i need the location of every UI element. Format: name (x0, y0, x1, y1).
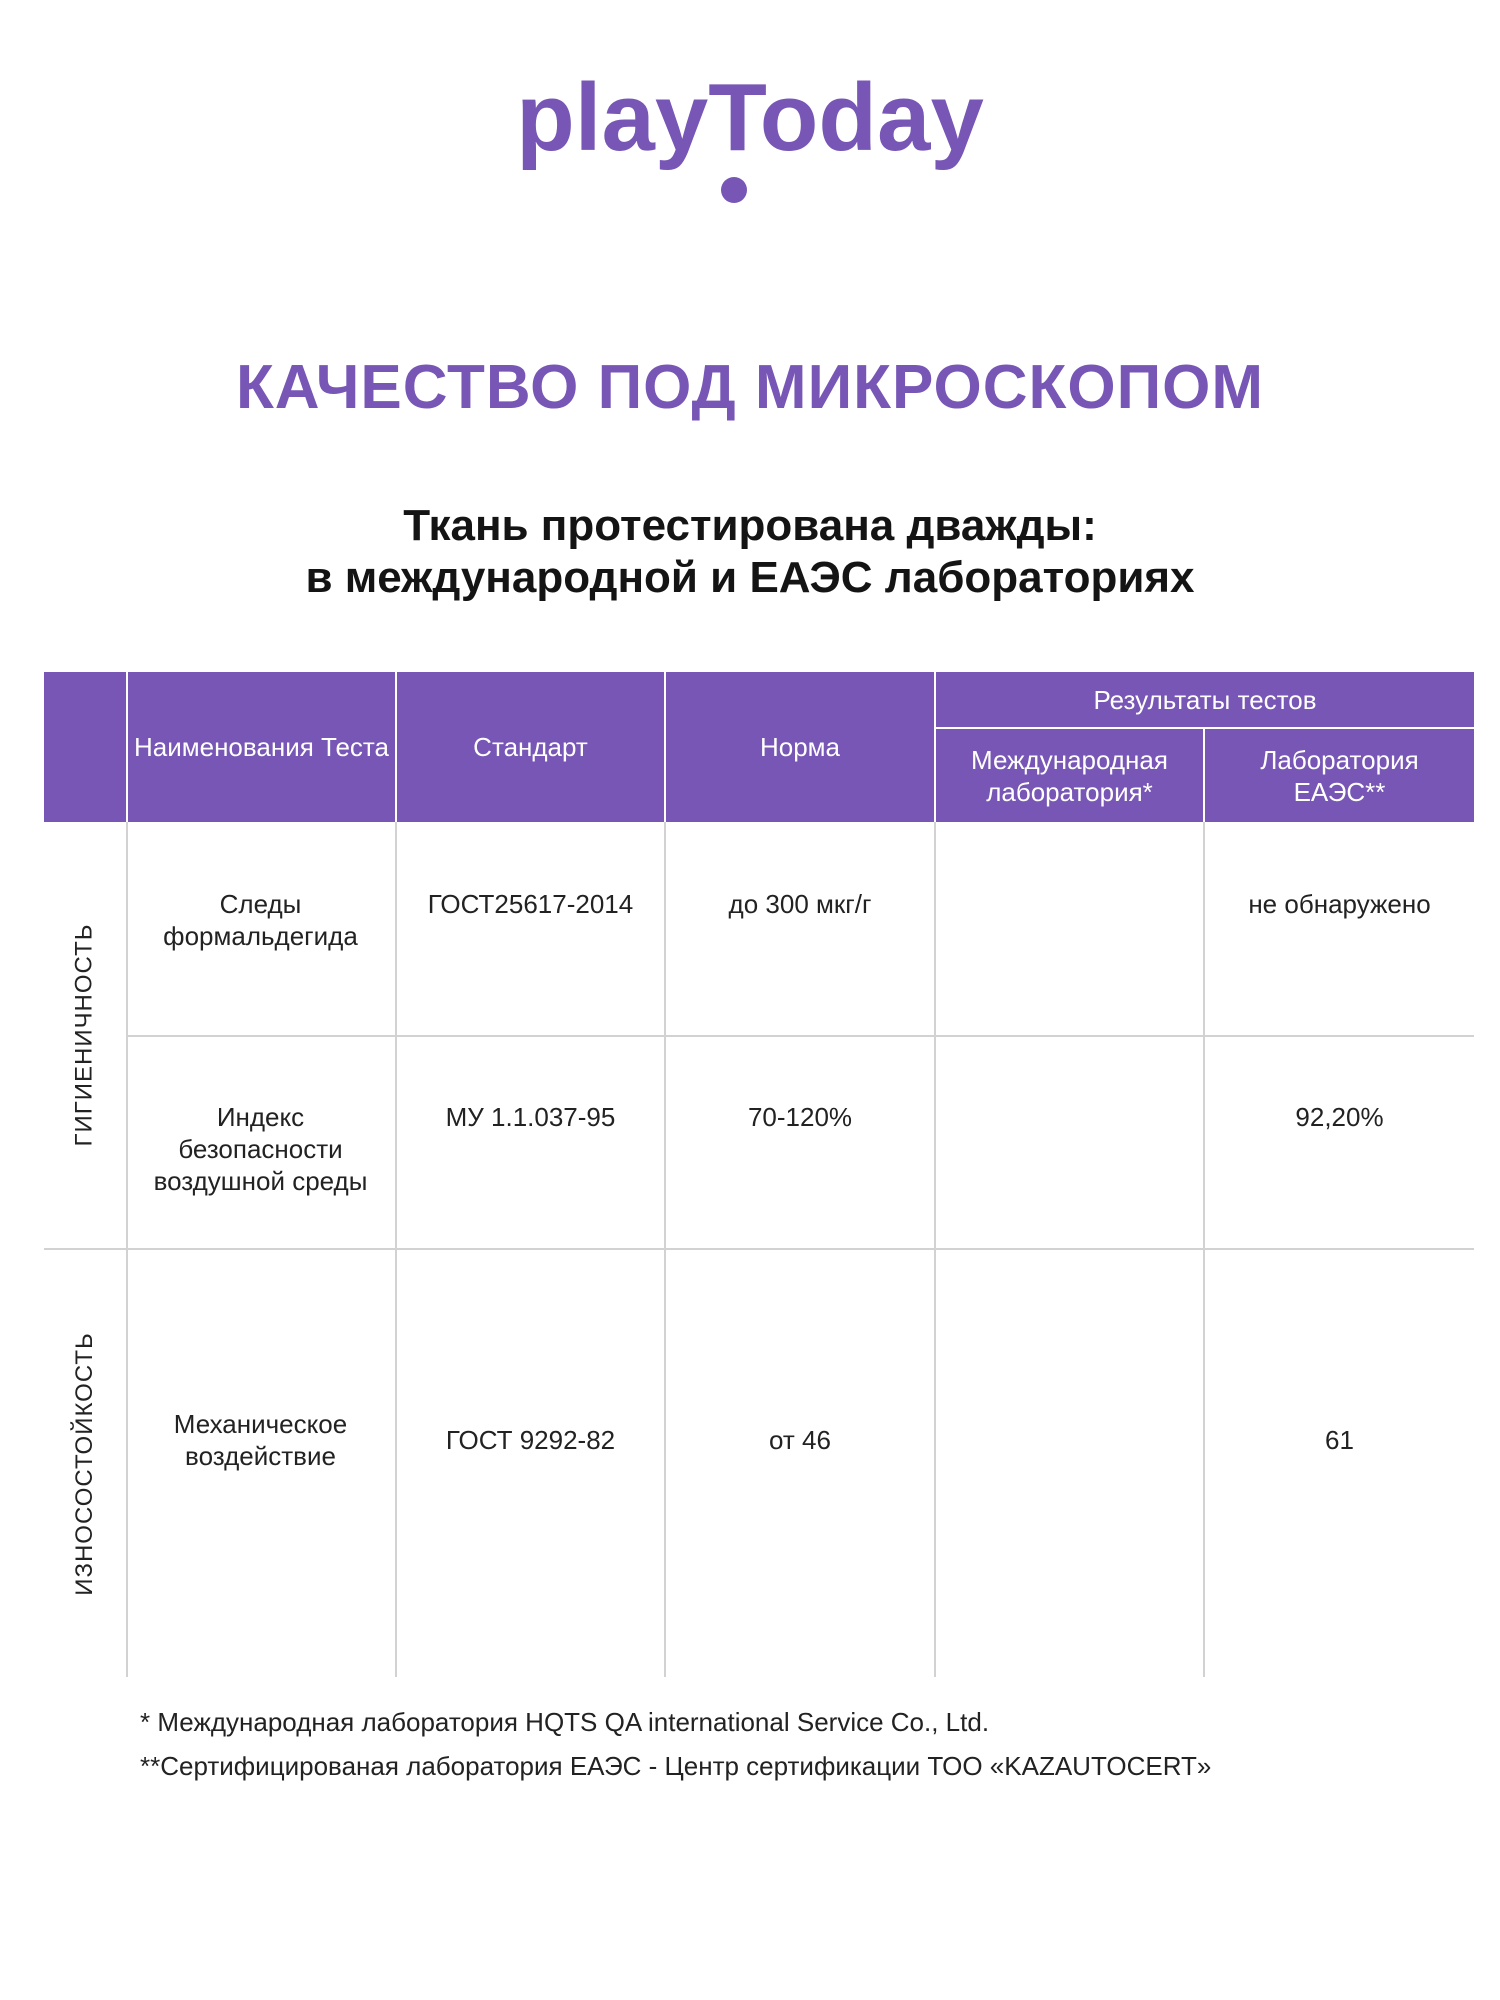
logo-wordmark: playToday (516, 80, 984, 171)
header-standard: Стандарт (473, 732, 588, 762)
row2-test-name: Индекс безопасности воздушной среды (153, 1102, 368, 1196)
footnotes (140, 1700, 1211, 1788)
row1-test-name: Следы формальдегида (163, 889, 358, 951)
subtitle-line-1: Ткань протестирована дважды: (403, 501, 1097, 550)
row3-test-name: Механическое воздействие (173, 1409, 348, 1471)
header-intl-lab: Международная лаборатория* (971, 744, 1168, 807)
header-eaeu-lab: Лаборатория ЕАЭС** (1260, 744, 1419, 807)
group-label-text: ИЗНОСОСТОЙКОСТЬ (71, 1331, 99, 1596)
row1-eaeu-result: не обнаружено (1248, 889, 1431, 919)
row3-eaeu-result: 61 (1325, 1425, 1354, 1455)
group-label-hygiene (44, 822, 126, 1248)
header-norm: Норма (759, 732, 841, 762)
footnote-eaeu: **Сертифицированая лаборатория ЕАЭС - Центр сертификации ТОО «KAZAUTOCERT» (140, 1751, 1212, 1781)
grid-line (126, 1035, 1474, 1037)
page-title: КАЧЕСТВО ПОД МИКРОСКОПОМ (235, 353, 1265, 422)
row1-standard: ГОСТ25617-2014 (427, 889, 634, 919)
header-results-group: Результаты тестов (1093, 684, 1317, 715)
grid-line (44, 1248, 1474, 1250)
group-label-text: ГИГИЕНИЧНОСТЬ (71, 923, 98, 1147)
footnote-intl: * Международная лаборатория HQTS QA international Service Co., Ltd. (140, 1707, 990, 1737)
row3-norm: от 46 (769, 1425, 831, 1455)
row1-norm: до 300 мкг/г (728, 889, 872, 919)
subtitle-line-2: в международной и ЕАЭС лабораториях (305, 553, 1195, 602)
row3-standard: ГОСТ 9292-82 (445, 1425, 616, 1455)
group-label-wear (44, 1250, 126, 1677)
row2-norm: 70-120% (747, 1102, 853, 1132)
header-test-name: Наименования Теста (133, 732, 390, 762)
row2-standard: МУ 1.1.037-95 (445, 1102, 616, 1132)
row2-eaeu-result: 92,20% (1295, 1102, 1384, 1132)
